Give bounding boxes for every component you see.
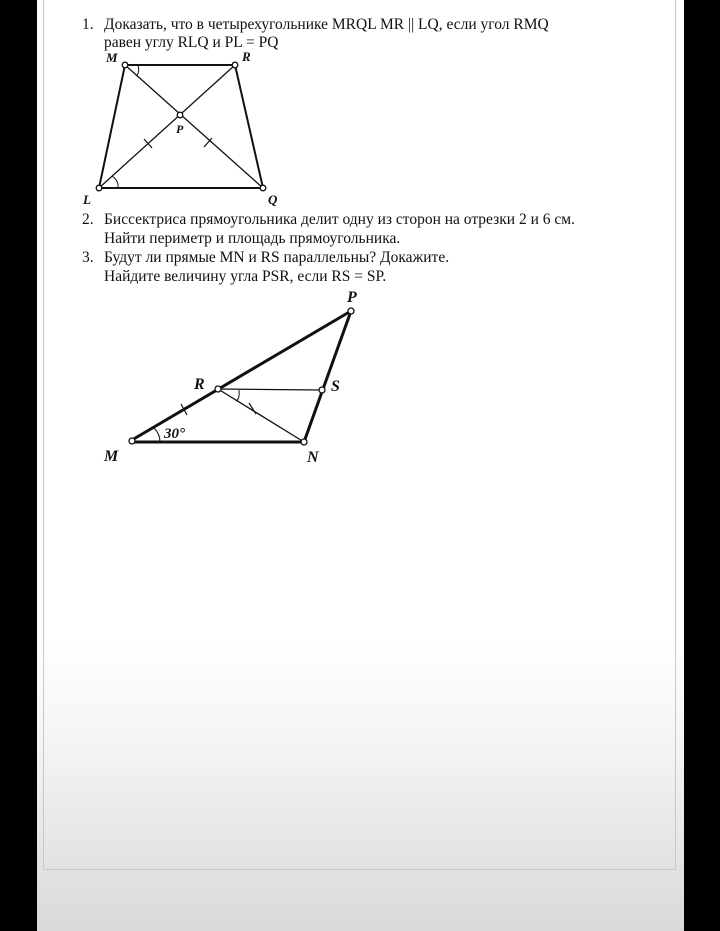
vertex-s — [319, 387, 325, 393]
figure-2-triangle — [129, 308, 354, 445]
angle-arc-l — [112, 176, 118, 188]
label-s: S — [331, 378, 340, 395]
label-p2: P — [347, 289, 357, 306]
label-m: M — [106, 50, 118, 65]
label-q: Q — [268, 192, 278, 207]
vertex-p — [177, 112, 183, 118]
task-3-line-2: Найдите величину угла PSR, если RS = SP. — [104, 268, 387, 285]
task-3-line-1: Будут ли прямые MN и RS параллельны? Докажите. — [104, 249, 450, 266]
label-r2: R — [194, 376, 205, 393]
task-2-number: 2. — [82, 211, 94, 228]
line-pn — [304, 311, 351, 442]
vertex-r2 — [215, 386, 221, 392]
label-m2: M — [104, 448, 119, 465]
task-2-line-2: Найти периметр и площадь прямоугольника. — [104, 230, 401, 247]
task-1-line-2: равен углу RLQ и PL = PQ — [104, 34, 279, 51]
side-rq — [235, 65, 263, 188]
angle-arc-r — [236, 390, 239, 401]
diagonal-mq — [125, 65, 263, 188]
vertex-p2 — [348, 308, 354, 314]
label-l: L — [83, 192, 91, 207]
figure-2-labels — [103, 289, 357, 466]
task-3-number: 3. — [82, 249, 94, 266]
vertex-r — [232, 62, 238, 68]
angle-arc-m — [154, 428, 160, 442]
diagonal-rl — [99, 65, 235, 188]
line-rs — [218, 389, 322, 390]
vertex-q — [260, 185, 266, 191]
task-1-number: 1. — [82, 16, 94, 33]
task-2-line-1: Биссектриса прямоугольника делит одну из сторон на отрезки 2 и 6 см. — [104, 211, 575, 228]
side-lm — [99, 65, 125, 188]
angle-label-30: 30° — [164, 426, 185, 442]
label-n: N — [307, 449, 319, 466]
vertex-l — [96, 185, 102, 191]
label-r: R — [242, 49, 251, 64]
task-1-line-1: Доказать, что в четырехугольнике MRQL MR || LQ, если угол RMQ — [104, 16, 549, 33]
line-mp — [132, 311, 351, 440]
label-p: P — [176, 122, 184, 136]
line-rn — [218, 389, 304, 442]
vertex-m2 — [129, 438, 135, 444]
vertex-m — [122, 62, 128, 68]
vertex-n — [301, 439, 307, 445]
